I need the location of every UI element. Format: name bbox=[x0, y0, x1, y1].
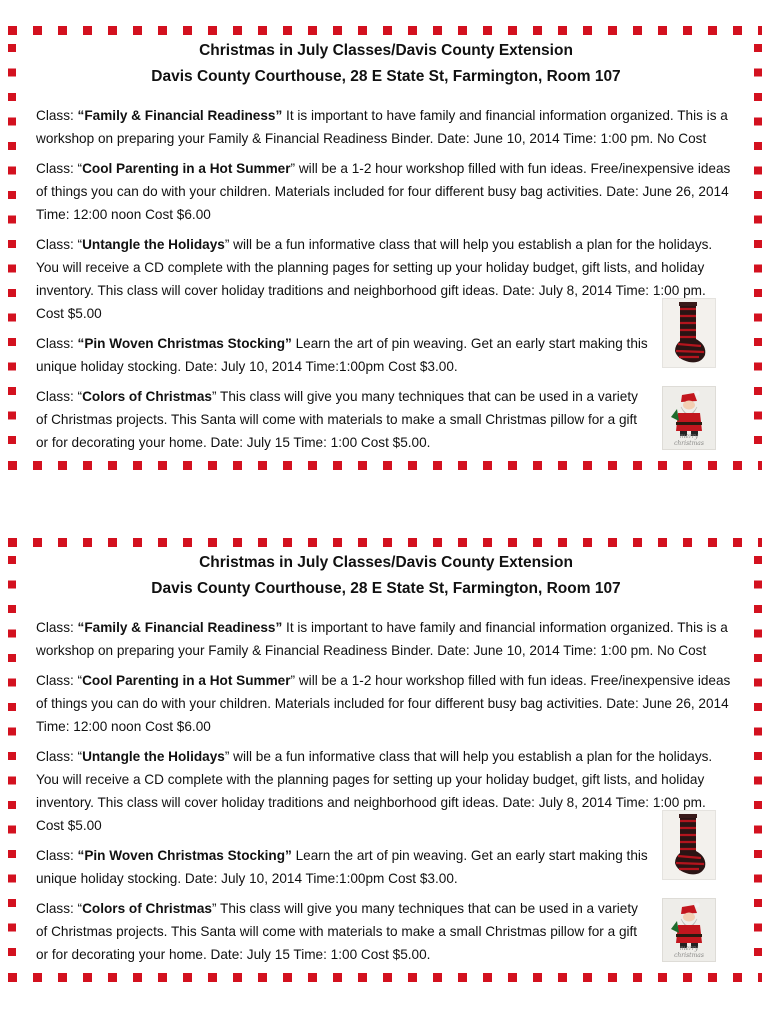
class-description: This class will give you many techniques that can be used in a variety of Christmas projects. This Santa will come with materials to make a small Christmas pillow for a gift or for decorating your home. Date: July 15 Time: 1:00 Cost $5.00. bbox=[36, 901, 638, 962]
flyer-location: Davis County Courthouse, 28 E State St, Farmington, Room 107 bbox=[151, 68, 621, 85]
quote-open: “ bbox=[77, 901, 83, 916]
class-name: Untangle the Holidays bbox=[82, 237, 225, 252]
class-description: Learn the art of pin weaving. Get an early start making this unique holiday stocking. Date: July 10, 2014 Time:1:00pm Cost $3.00. bbox=[36, 848, 648, 886]
class-untangle-holidays bbox=[36, 233, 736, 325]
class-name: Cool Parenting in a Hot Summer bbox=[82, 673, 291, 688]
class-name: Colors of Christmas bbox=[82, 389, 212, 404]
quote-open: “ bbox=[77, 389, 83, 404]
quote-open: “ bbox=[77, 237, 83, 252]
quote-open: “ bbox=[77, 673, 83, 688]
class-prefix: Class: bbox=[36, 848, 78, 863]
class-prefix: Class: bbox=[36, 673, 78, 688]
class-description: will be a fun informative class that will help you establish a plan for the holidays. You will receive a CD complete with the planning pages for setting up your holiday budget, gift lists, and holiday inventory. This class will cover holiday traditions and neighborhood gift ideas. Date: July 8, 2014 Time: 1:00 pm. Cost $5.00 bbox=[36, 237, 713, 321]
stocking-icon bbox=[663, 811, 715, 879]
dashed-border-bottom bbox=[8, 461, 762, 470]
class-prefix: Class: bbox=[36, 237, 78, 252]
class-family-financial bbox=[36, 104, 736, 150]
flyer-heading bbox=[36, 550, 736, 602]
class-colors-of-christmas bbox=[36, 385, 651, 454]
dashed-border-right bbox=[754, 556, 762, 964]
class-name: Untangle the Holidays bbox=[82, 749, 225, 764]
class-description: It is important to have family and financial information organized. This is a workshop on preparing your Family & Financial Readiness Binder. Date: June 10, 2014 Time: 1:00 pm. No Cost bbox=[36, 620, 728, 658]
flyer-content bbox=[36, 38, 736, 461]
quote-close: ” bbox=[224, 749, 230, 764]
class-pin-woven-stocking bbox=[36, 844, 651, 890]
flyer-title: Christmas in July Classes/Davis County Extension bbox=[199, 42, 573, 59]
flyer-title: Christmas in July Classes/Davis County Extension bbox=[199, 554, 573, 571]
class-untangle-holidays bbox=[36, 745, 736, 837]
class-prefix: Class: bbox=[36, 161, 78, 176]
class-name: “Family & Financial Readiness” bbox=[77, 108, 283, 123]
class-name: “Family & Financial Readiness” bbox=[77, 620, 283, 635]
quote-close: ” bbox=[212, 901, 217, 916]
class-name: “Pin Woven Christmas Stocking” bbox=[77, 848, 292, 863]
class-prefix: Class: bbox=[36, 108, 78, 123]
flyer-location: Davis County Courthouse, 28 E State St, Farmington, Room 107 bbox=[151, 580, 621, 597]
class-description: It is important to have family and financial information organized. This is a workshop on preparing your Family & Financial Readiness Binder. Date: June 10, 2014 Time: 1:00 pm. No Cost bbox=[36, 108, 728, 146]
class-name: “Pin Woven Christmas Stocking” bbox=[77, 336, 292, 351]
class-cool-parenting bbox=[36, 157, 736, 226]
flyer-heading bbox=[36, 38, 736, 90]
class-cool-parenting bbox=[36, 669, 736, 738]
class-description: Learn the art of pin weaving. Get an early start making this unique holiday stocking. Date: July 10, 2014 Time:1:00pm Cost $3.00. bbox=[36, 336, 648, 374]
class-name: Colors of Christmas bbox=[82, 901, 212, 916]
class-description: will be a 1-2 hour workshop filled with fun ideas. Free/inexpensive ideas of things you can do with your children. Materials included for four different busy bag activities. Date: June 26, 2014 Time: 12:00 noon Cost $6.00 bbox=[36, 161, 731, 222]
class-colors-of-christmas bbox=[36, 897, 651, 966]
quote-close: ” bbox=[224, 237, 230, 252]
santa-pillow-photo bbox=[662, 898, 716, 962]
class-prefix: Class: bbox=[36, 389, 78, 404]
dashed-border-top bbox=[8, 26, 762, 35]
class-pin-woven-stocking bbox=[36, 332, 651, 378]
flyer-bottom bbox=[8, 538, 762, 982]
pillow-caption: merry christmas bbox=[674, 945, 704, 959]
class-name: Cool Parenting in a Hot Summer bbox=[82, 161, 291, 176]
quote-close: ” bbox=[290, 161, 296, 176]
quote-open: “ bbox=[77, 161, 83, 176]
stocking-photo bbox=[662, 810, 716, 880]
dashed-border-right bbox=[754, 44, 762, 452]
dashed-border-left bbox=[8, 556, 16, 964]
flyer-content bbox=[36, 550, 736, 973]
class-description: This class will give you many techniques that can be used in a variety of Christmas projects. This Santa will come with materials to make a small Christmas pillow for a gift or for decorating your home. Date: July 15 Time: 1:00 Cost $5.00. bbox=[36, 389, 638, 450]
quote-open: “ bbox=[77, 749, 83, 764]
dashed-border-bottom bbox=[8, 973, 762, 982]
class-prefix: Class: bbox=[36, 336, 78, 351]
class-description: will be a fun informative class that will help you establish a plan for the holidays. You will receive a CD complete with the planning pages for setting up your holiday budget, gift lists, and holiday inventory. This class will cover holiday traditions and neighborhood gift ideas. Date: July 8, 2014 Time: 1:00 pm. Cost $5.00 bbox=[36, 749, 713, 833]
class-prefix: Class: bbox=[36, 901, 78, 916]
stocking-icon bbox=[663, 299, 715, 367]
dashed-border-top bbox=[8, 538, 762, 547]
pillow-caption: merry christmas bbox=[674, 433, 704, 447]
quote-close: ” bbox=[290, 673, 296, 688]
flyer-top bbox=[8, 26, 762, 470]
class-prefix: Class: bbox=[36, 749, 78, 764]
class-family-financial bbox=[36, 616, 736, 662]
quote-close: ” bbox=[212, 389, 217, 404]
santa-pillow-photo bbox=[662, 386, 716, 450]
class-prefix: Class: bbox=[36, 620, 78, 635]
dashed-border-left bbox=[8, 44, 16, 452]
class-description: will be a 1-2 hour workshop filled with fun ideas. Free/inexpensive ideas of things you can do with your children. Materials included for four different busy bag activities. Date: June 26, 2014 Time: 12:00 noon Cost $6.00 bbox=[36, 673, 731, 734]
stocking-photo bbox=[662, 298, 716, 368]
